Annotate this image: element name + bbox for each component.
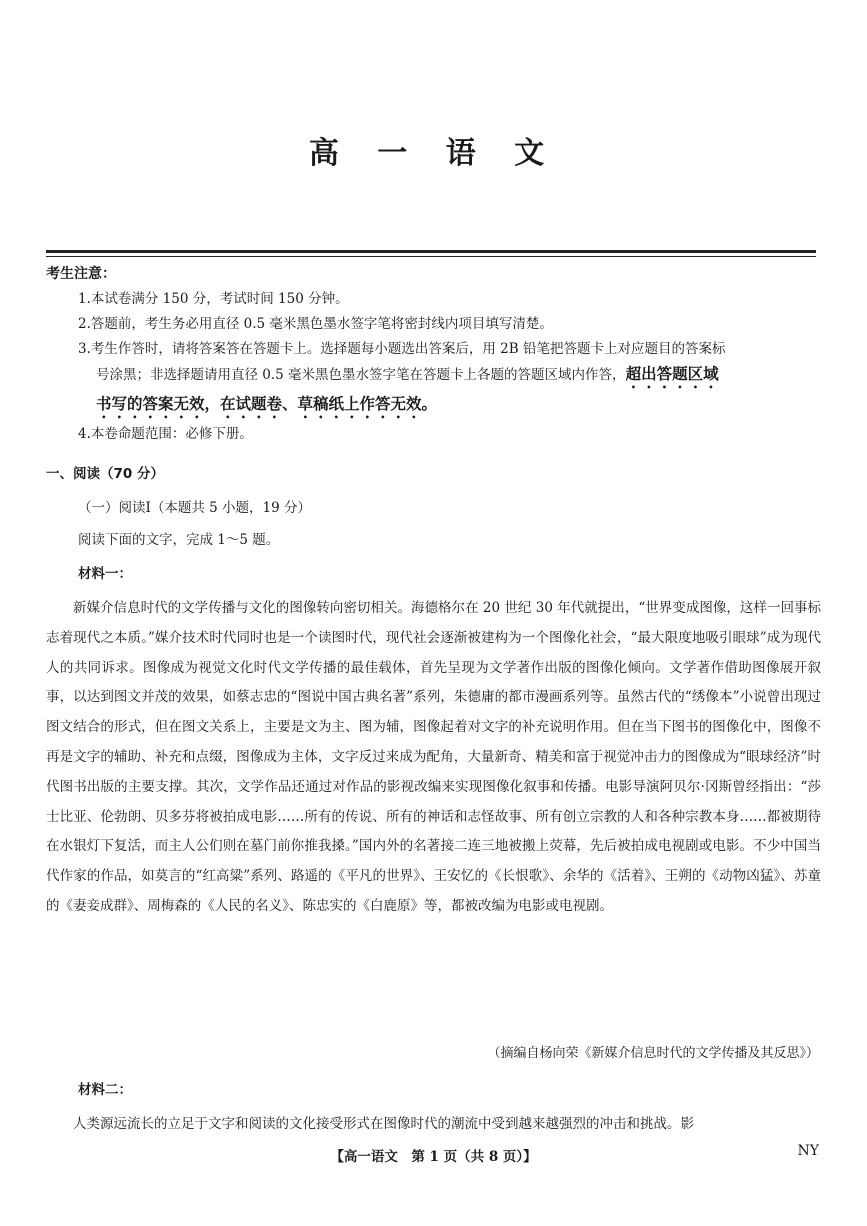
material2-text: 人类源远流长的立足于文字和阅读的文化接受形式在图像时代的潮流中受到越来越强烈的冲击和挑战。影 bbox=[73, 1116, 694, 1132]
material1-label: 材料一： bbox=[78, 566, 132, 582]
notice-item-3c bbox=[46, 392, 821, 422]
notice-emphasis-2: 书写的答案无效，在试题卷、草稿纸上作答无效。 bbox=[96, 395, 438, 413]
notice-block bbox=[46, 262, 821, 447]
notice-item-2: 2.答题前，考生务必用直径 0.5 毫米黑色墨水签字笔将密封线内项目填写清楚。 bbox=[78, 316, 553, 332]
material1-source: （摘编自杨向荣《新媒介信息时代的文学传播及其反思》） bbox=[487, 1046, 819, 1061]
header-rule-thin bbox=[46, 256, 816, 257]
material2-label: 材料二： bbox=[78, 1082, 132, 1098]
notice-item-3b-text: 号涂黑；非选择题请用直径 0.5 毫米黑色墨水签字笔在答题卡上各题的答题区域内作答， bbox=[96, 367, 626, 383]
section-heading: 一、阅读（70 分） bbox=[46, 466, 164, 482]
notice-item-4: 4.本卷命题范围：必修下册。 bbox=[78, 426, 253, 442]
notice-item-3b bbox=[46, 362, 821, 392]
notice-heading: 考生注意： bbox=[46, 266, 116, 282]
material1-text: 新媒介信息时代的文学传播与文化的图像转向密切相关。海德格尔在 20 世纪 30 年代就提出，“世界变成图像，这样一回事标志着现代之本质。”媒介技术时代同时也是一个读图时代，现代社会逐渐被建构为一个图像化社会，“最大限度地吸引眼球”成为现代人的共同诉求。图像成为视觉文化时代文学传播的最佳载体，首先呈现为文学著作出版的图像化倾向。文学著作借助图像展开叙事，以达到图文并茂的效果，如蔡志忠的“图说中国古典名著”系列，朱德庸的都市漫画系列等。虽然古代的“绣像本”小说曾出现过图文结合的形式，但在图文关系上，主要是文为主、图为辅，图像起着对文字的补充说明作用。但在当下图书的图像化中，图像不再是文字的辅助、补充和点缀，图像成为主体，文字反过来成为配角，大量新奇、精美和富于视觉冲击力的图像成为“眼球经济”时代图书出版的主要支撑。其次，文学作品还通过对作品的影视改编来实现图像化叙事和传播。电影导演阿贝尔·冈斯曾经指出：“莎士比亚、伦勃朗、贝多芬将被拍成电影……所有的传说、所有的神话和志怪故事、所有创立宗教的人和各种宗教本身……都被期待在水银灯下复活，而主人公们则在墓门前你推我搡。”国内外的名著接二连三地被搬上荧幕，先后被拍成电视剧或电影。不少中国当代作家的作品，如莫言的“红高粱”系列、路遥的《平凡的世界》、王安忆的《长恨歌》、余华的《活着》、王朔的《动物凶猛》、苏童的《妻妾成群》、周梅森的《人民的名义》、陈忠实的《白鹿原》等，都被改编为电影或电视剧。 bbox=[46, 600, 821, 914]
footer-code: NY bbox=[797, 1143, 819, 1159]
page-footer: 【高一语文 第 1 页（共 8 页）】 bbox=[330, 1149, 537, 1165]
page-title: 高 一 语 文 bbox=[308, 136, 559, 171]
instruction: 阅读下面的文字，完成 1～5 题。 bbox=[78, 532, 280, 548]
header-rule-thick bbox=[46, 250, 816, 253]
part-heading: （一）阅读Ⅰ（本题共 5 小题，19 分） bbox=[78, 500, 311, 516]
notice-item-3a: 3.考生作答时，请将答案答在答题卡上。选择题每小题选出答案后，用 2B 铅笔把答题卡上对应题目的答案标 bbox=[78, 341, 726, 357]
notice-emphasis-1: 超出答题区域 bbox=[625, 365, 719, 383]
notice-item-1: 1.本试卷满分 150 分，考试时间 150 分钟。 bbox=[78, 291, 349, 307]
